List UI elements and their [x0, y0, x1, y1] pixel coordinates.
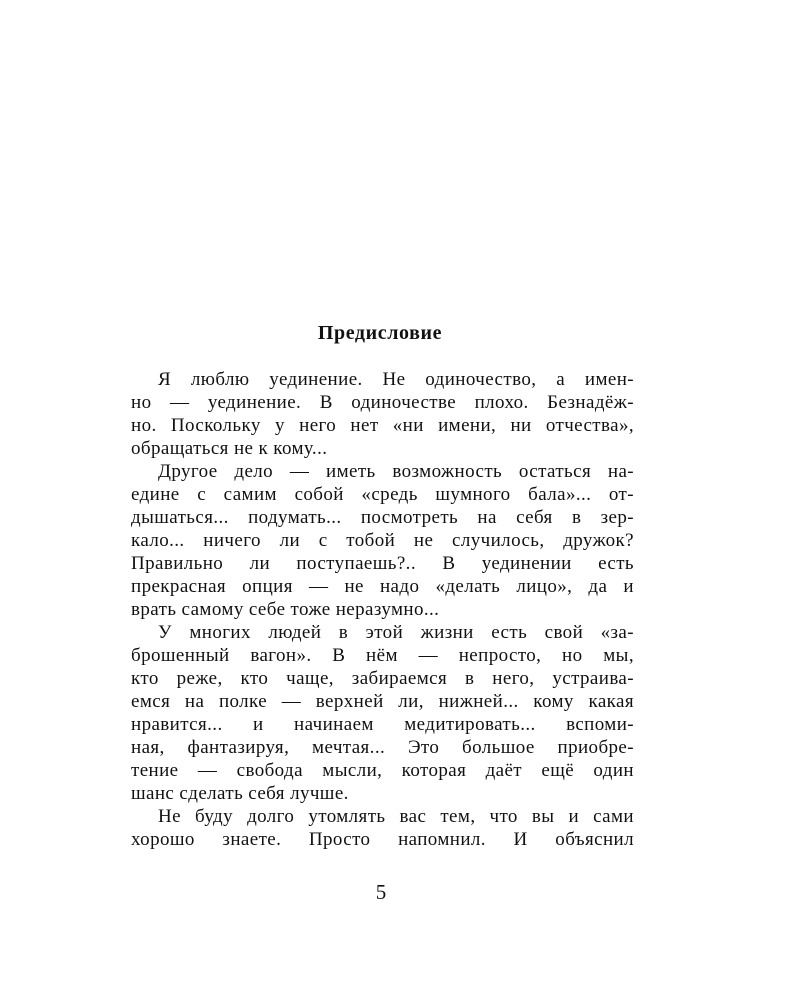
text-line: Я люблю уединение. Не одиночество, а имен- — [158, 369, 634, 390]
text-line: Не буду долго утомлять вас тем, что вы и сами — [158, 806, 634, 827]
text-line: едине с самим собой «средь шумного бала»... от- — [131, 484, 634, 505]
text-line: Правильно ли поступаешь?.. В уединении есть — [131, 553, 634, 574]
page-title: Предисловие — [317, 322, 443, 344]
body-text — [131, 368, 634, 851]
text-line: ная, фантазируя, мечтая... Это большое приобре- — [131, 737, 634, 758]
text-line: тение — свобода мысли, которая даёт ещё один — [131, 760, 634, 781]
text-line: хорошо знаете. Просто напомнил. И объяснил — [131, 829, 634, 850]
text-line: прекрасная опция — не надо «делать лицо», да и — [131, 576, 634, 597]
text-line: кто реже, кто чаще, забираемся в него, устраива- — [131, 668, 634, 689]
text-line: Другое дело — иметь возможность остаться на- — [158, 461, 634, 482]
page-number: 5 — [375, 880, 387, 904]
text-line: но. Поскольку у него нет «ни имени, ни отчества», — [131, 415, 634, 436]
text-line: емся на полке — верхней ли, нижней... кому какая — [131, 691, 634, 712]
text-line: брошенный вагон». В нём — непросто, но мы, — [131, 645, 634, 666]
text-line: нравится... и начинаем медитировать... вспоми- — [131, 714, 634, 735]
text-line: шанс сделать себя лучше. — [131, 783, 349, 804]
text-line: врать самому себе тоже неразумно... — [131, 599, 440, 620]
text-line: У многих людей в этой жизни есть свой «за- — [158, 622, 634, 643]
text-line: но — уединение. В одиночестве плохо. Безнадёж- — [131, 392, 634, 413]
text-line: обращаться не к кому... — [131, 438, 328, 459]
text-line: дышаться... подумать... посмотреть на себя в зер- — [131, 507, 634, 528]
text-line: кало... ничего ли с тобой не случилось, дружок? — [131, 530, 634, 551]
